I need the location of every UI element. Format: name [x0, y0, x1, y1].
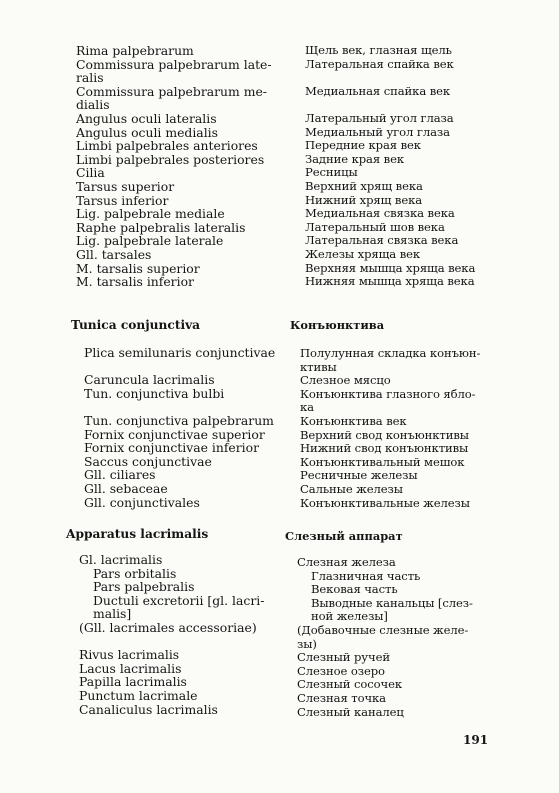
term-line: Punctum lacrimale [79, 687, 198, 703]
term-line: Gll. sebaceae [84, 480, 168, 496]
term-line: Ресницы [305, 165, 358, 180]
term-line: Слезный каналец [297, 704, 404, 719]
term-line [79, 635, 279, 649]
term-line: Rima palpebrarum [76, 43, 194, 58]
term-line: Tun. conjunctiva bulbi [84, 385, 225, 401]
term-line: Глазничная часть [311, 568, 421, 583]
term-line: Медиальный угол глаза [305, 124, 450, 139]
term-line: Слезная железа [297, 555, 396, 569]
term-line: ка [300, 400, 314, 415]
term-line: Конъюнктива век [300, 413, 407, 428]
term-line: dialis [76, 97, 110, 113]
term-line: Верхний свод конъюнктивы [300, 427, 469, 442]
term-line: Saccus conjunctivae [84, 453, 212, 469]
term-line: Слезный сосочек [297, 677, 403, 692]
term-line: Tarsus superior [76, 178, 175, 194]
term-line: Нижний свод конъюнктивы [300, 441, 469, 456]
term-line: ralis [76, 70, 104, 86]
eyelids-russian-terms [305, 44, 490, 289]
term-line: Латеральный угол глаза [305, 110, 454, 125]
term-line: Нижний хрящ века [305, 192, 423, 207]
term-line: Ductuli excretorii [gl. lacri- [93, 592, 265, 608]
term-line: Выводные канальцы [слез- [311, 595, 473, 610]
term-line: Lacus lacrimalis [79, 660, 182, 676]
term-line: Конъюнктивальные железы [300, 495, 470, 510]
term-line: Plica semilunaris conjunctivae [84, 345, 276, 360]
term-line: Сальные железы [300, 481, 403, 496]
term-line: Передние края век [305, 138, 421, 153]
term-line: Gl. lacrimalis [79, 552, 163, 567]
term-line [84, 400, 284, 414]
term-line: Cilia [76, 165, 105, 181]
term-line: Слезное мясцо [300, 373, 391, 388]
term-line: Латеральная спайка век [305, 56, 454, 71]
term-line: Caruncula lacrimalis [84, 372, 215, 388]
lacrimal-latin-terms [79, 553, 279, 716]
page-number: 191 [463, 733, 489, 747]
term-line: Rivus lacrimalis [79, 647, 180, 663]
term-line: Медиальная связка века [305, 206, 455, 221]
lacrimal-heading-latin: Apparatus lacrimalis [66, 527, 209, 541]
term-line: Lig. palpebrale mediale [76, 206, 225, 222]
term-line: Слезное озеро [297, 663, 385, 678]
term-line: Fornix conjunctivae superior [84, 426, 265, 442]
term-line: Raphe palpebralis lateralis [76, 219, 246, 235]
term-line: Pars palpebralis [93, 579, 195, 595]
term-line: malis] [93, 606, 132, 622]
term-line: Верхняя мышца хряща века [305, 260, 476, 275]
term-line [305, 98, 490, 112]
term-line: M. tarsalis superior [76, 260, 200, 276]
conjunctiva-russian-terms [300, 347, 485, 510]
term-line: Слезная точка [297, 690, 386, 705]
term-line: Gll. tarsales [76, 246, 152, 262]
term-line: Angulus oculi medialis [76, 124, 218, 140]
conjunctiva-heading-russian: Конъюнктива [290, 318, 385, 332]
term-line: Полулунная складка конъюн- [300, 346, 481, 360]
term-line: зы) [297, 636, 317, 651]
term-line: Конъюнктива глазного ябло- [300, 386, 476, 401]
term-line [84, 360, 284, 374]
term-line: Limbi palpebrales posteriores [76, 151, 265, 167]
term-line [305, 71, 490, 85]
term-line: Commissura palpebrarum late- [76, 56, 272, 72]
term-line: Lig. palpebrale laterale [76, 233, 224, 249]
term-line: Gll. conjunctivales [84, 494, 200, 510]
term-line: (Добавочные слезные желе- [297, 622, 469, 637]
term-line: Ресничные железы [300, 468, 418, 483]
term-line: Щель век, глазная щель [305, 43, 452, 57]
term-line: Конъюнктивальный мешок [300, 454, 465, 469]
term-line: Limbi palpebrales anteriores [76, 138, 258, 154]
term-line: ной железы] [311, 609, 388, 624]
conjunctiva-latin-terms [84, 346, 284, 509]
term-line: Commissura palpebrarum me- [76, 83, 267, 99]
term-line: ктивы [300, 359, 337, 374]
term-line: Верхний хрящ века [305, 178, 423, 193]
term-line: Медиальная спайка век [305, 83, 451, 98]
term-line: Pars orbitalis [93, 565, 177, 581]
term-line: M. tarsalis inferior [76, 274, 194, 290]
term-line: Вековая часть [311, 582, 398, 597]
term-line: Tarsus inferior [76, 192, 169, 208]
term-line: Angulus oculi lateralis [76, 110, 217, 126]
term-line: Задние края век [305, 151, 404, 166]
lacrimal-heading-russian: Слезный аппарат [285, 529, 403, 543]
lacrimal-russian-terms [297, 556, 482, 719]
conjunctiva-heading-latin: Tunica conjunctiva [71, 318, 201, 332]
term-line: Canaliculus lacrimalis [79, 701, 218, 717]
term-line: (Gll. lacrimales accessoriae) [79, 619, 257, 635]
term-line: Слезный ручей [297, 650, 390, 665]
eyelids-latin-terms [76, 44, 276, 289]
term-line: Латеральная связка века [305, 233, 459, 248]
term-line: Нижняя мышца хряща века [305, 274, 475, 289]
term-line: Железы хряща век [305, 246, 421, 261]
term-line: Gll. ciliares [84, 467, 156, 483]
term-line: Tun. conjunctiva palpebrarum [84, 412, 274, 428]
term-line: Латеральный шов века [305, 219, 445, 234]
term-line: Fornix conjunctivae inferior [84, 440, 260, 456]
term-line: Papilla lacrimalis [79, 674, 187, 690]
